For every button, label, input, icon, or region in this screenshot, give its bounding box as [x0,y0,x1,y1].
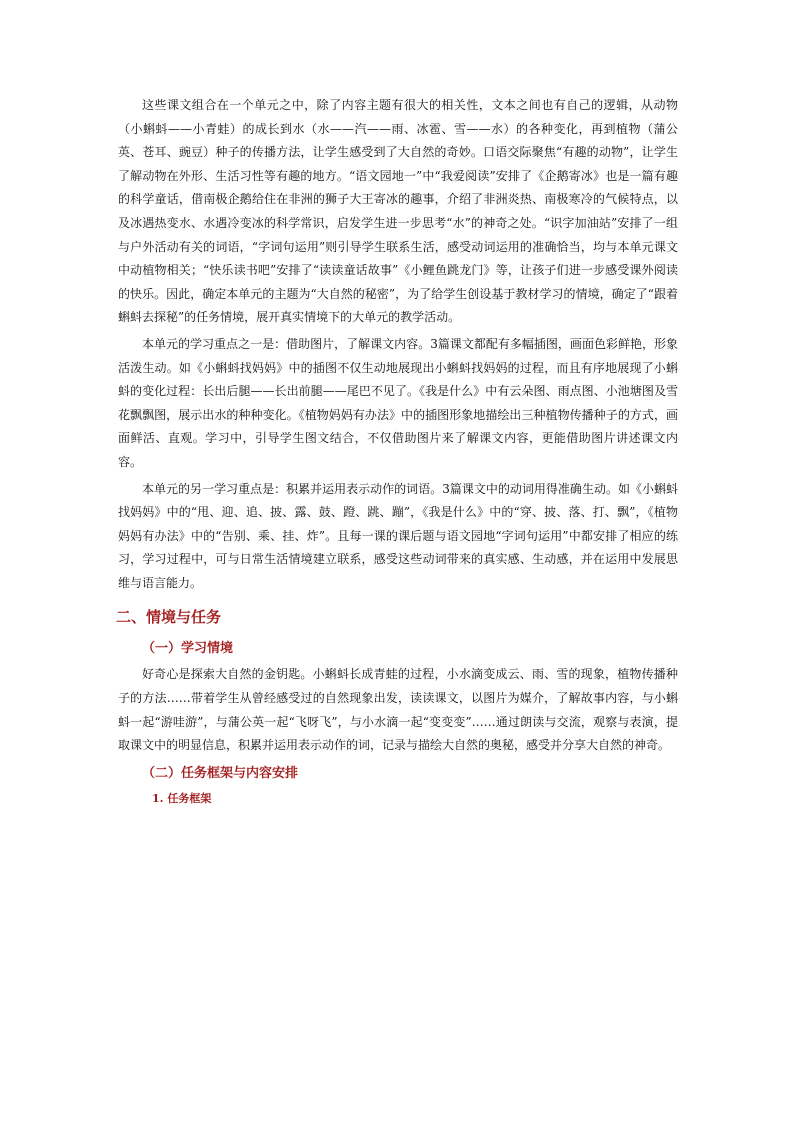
paragraph-learning-situation: 好奇心是探索大自然的金钥匙。小蝌蚪长成青蛙的过程，小水滴变成云、雨、雪的现象，植物传播种子的方法……带着学生从曾经感受过的自然现象出发，读读课文，以图片为媒介，了解故事内容，与小蝌蚪一起“游哇游”，与蒲公英一起“飞呀飞”，与小水滴一起“变变变”……通过朗读与交流，观察与表演，提取课文中的明显信息，积累并运用表示动作的词，记录与描绘大自然的奥秘，感受并分享大自然的神奇。 [118,667,678,753]
item-heading-task-framework: 1. 任务框架 [152,791,212,805]
paragraph-learning-focus-1: 本单元的学习重点之一是：借助图片，了解课文内容。3篇课文都配有多幅插图，画面色彩鲜艳，形象活泼生动。如《小蝌蚪找妈妈》中的插图不仅生动地展现出小蝌蚪找妈妈的过程，而且有序地展现了小蝌蚪的变化过程：长出后腿——长出前腿——尾巴不见了。《我是什么》中有云朵图、雨点图、小池塘图及雪花飘飘图，展示出水的种种变化。《植物妈妈有办法》中的插图形象地描绘出三种植物传播种子的方式，画面鲜活、直观。学习中，引导学生图文结合，不仅借助图片来了解课文内容，更能借助图片讲述课文内容。 [118,336,678,469]
document-page [118,94,678,810]
subheading-task-framework: （二）任务框架与内容安排 [142,765,299,781]
paragraph-unit-logic: 这些课文组合在一个单元之中，除了内容主题有很大的相关性，文本之间也有自己的逻辑，从动物（小蝌蚪——小青蛙）的成长到水（水——汽——雨、冰雹、雪——水）的各种变化，再到植物（蒲公英、苍耳、豌豆）种子的传播方法，让学生感受到了大自然的奇妙。口语交际聚焦“有趣的动物”，让学生了解动物在外形、生活习性等有趣的地方。“语文园地一”中“我爱阅读”安排了《企鹅寄冰》也是一篇有趣的科学童话，借南极企鹅给住在非洲的狮子大王寄冰的趣事，介绍了非洲炎热、南极寒冷的气候特点，以及冰遇热变水、水遇冷变冰的科学常识，启发学生进一步思考“水”的神奇之处。“识字加油站”安排了一组与户外活动有关的词语，“字词句运用”则引导学生联系生活，感受动词运用的准确恰当，均与本单元课文中动植物相关；“快乐读书吧”安排了“读读童话故事”《小鲤鱼跳龙门》等，让孩子们进一步感受课外阅读的快乐。因此，确定本单元的主题为“大自然的秘密”，为了给学生创设基于教材学习的情境，确定了“跟着蝌蚪去探秘”的任务情境，展开真实情境下的大单元的教学活动。 [118,98,678,325]
subheading-learning-situation: （一）学习情境 [142,641,234,657]
paragraph-learning-focus-2: 本单元的另一学习重点是：积累并运用表示动作的词语。3篇课文中的动词用得准确生动。如《小蝌蚪找妈妈》中的“甩、迎、追、披、露、鼓、蹬、跳、蹦”，《我是什么》中的“穿、披、落、打、飘”，《植物妈妈有办法》中的“告别、乘、挂、炸”。且每一课的课后题与语文园地“字词句运用”中都安排了相应的练习，学习过程中，可与日常生活情境建立联系，感受这些动词带来的真实感、生动感，并在运用中发展思维与语言能力。 [118,481,678,590]
section-heading-situation-task: 二、情境与任务 [116,608,222,627]
